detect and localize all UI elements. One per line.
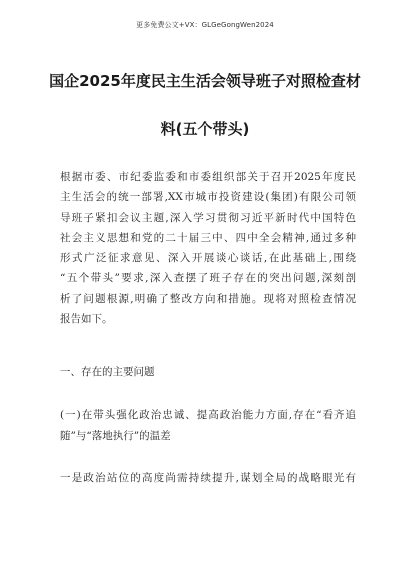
intro-line: 导班子紧扣会议主题,深入学习贯彻习近平新时代中国特色	[60, 211, 356, 224]
header-note: 更多免费公文+VX：GLGeGongWen2024	[136, 21, 274, 29]
document-title-line-1: 国企2025年度民主生活会领导班子对照检查材	[49, 72, 361, 90]
intro-line: 报告如下。	[60, 313, 113, 326]
subsection-heading	[60, 405, 356, 447]
intro-line: 析了问题根源,明确了整改方向和措施。现将对照检查情况	[60, 292, 356, 305]
intro-line: “五个带头”要求,深入查摆了班子存在的突出问题,深刻剖	[60, 272, 356, 285]
document-title-line-2: 料(五个带头)	[160, 120, 250, 138]
intro-line: 社会主义思想和党的二十届三中、四中全会精神,通过多种	[60, 231, 356, 244]
intro-paragraph	[60, 167, 356, 329]
subsection-line: 随”与“落地执行”的温差	[60, 430, 171, 442]
intro-line: 根据市委、市纪委监委和市委组织部关于召开2025年度民	[60, 171, 356, 183]
paragraph-start: 一是政治站位的高度尚需持续提升,谋划全局的战略眼光有	[60, 472, 356, 484]
section-heading: 一、存在的主要问题	[60, 366, 155, 378]
intro-line: 主生活会的统一部署,XX市城市投资建设(集团)有限公司领	[60, 191, 356, 204]
intro-line: 形式广泛征求意见、深入开展谈心谈话,在此基础上,围绕	[60, 252, 356, 265]
subsection-line: (一)在带头强化政治忠诚、提高政治能力方面,存在“看齐追	[60, 409, 356, 421]
